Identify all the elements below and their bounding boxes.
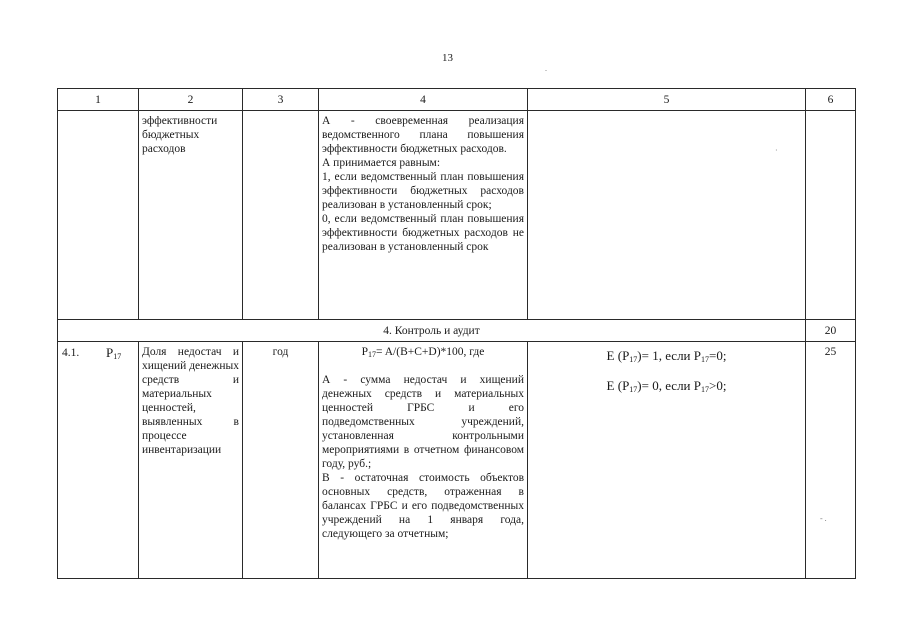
header-cell: 2: [139, 89, 243, 111]
cond-text: )= 0, если P: [637, 378, 701, 393]
indicator-code-letter: P: [106, 345, 114, 360]
row1-weight-cell: [806, 111, 856, 320]
page-number: 13: [442, 52, 453, 64]
row1-name-cell: [139, 111, 243, 320]
header-cell: 1: [58, 89, 139, 111]
cond-text: )= 1, если P: [637, 348, 701, 363]
formula-rhs: = A/(B+C+D)*100, где: [376, 346, 485, 358]
cond-sub: 17: [701, 355, 709, 364]
evaluation-condition-1: [531, 348, 802, 364]
description-line: В - остаточная стоимость объектов основных средств, отраженная в балансах ГРБС и его подведомственных учреждений на 1 января года, следующего за отчетным;: [322, 472, 524, 540]
description-line: А принимается равным:: [322, 157, 441, 169]
cond-text: E (P: [606, 348, 630, 363]
header-cell: 3: [243, 89, 319, 111]
name-line: бюджетных: [142, 129, 200, 141]
description-line: 0, если ведомственный план повышения эффективности бюджетных расходов не реализован в установленный срок: [322, 213, 524, 253]
name-line: расходов: [142, 143, 186, 155]
row2-description-cell: [319, 342, 528, 579]
row1-evaluation-cell: [528, 111, 806, 320]
row1-unit-cell: [243, 111, 319, 320]
formula: [322, 345, 524, 359]
name-line: эффективности: [142, 115, 218, 127]
description-line: 1, если ведомственный план повышения эффективности бюджетных расходов реализован в установленный срок;: [322, 171, 524, 211]
header-cell: 6: [806, 89, 856, 111]
indicators-table: [57, 88, 856, 579]
section-title: 4. Контроль и аудит: [58, 320, 806, 342]
evaluation-condition-2: [531, 378, 802, 394]
cond-text: E (P: [606, 378, 630, 393]
scan-speck: ·: [775, 146, 778, 155]
cond-text: =0;: [709, 348, 727, 363]
cond-sub: 17: [701, 385, 709, 394]
indicator-code: [106, 346, 121, 360]
formula-sub: 17: [368, 350, 377, 359]
cond-sub: 17: [629, 355, 638, 364]
section-row: [58, 320, 856, 342]
table-row: [58, 111, 856, 320]
description-line: А - своевременная реализация ведомственного плана повышения эффективности бюджетных расходов.: [322, 115, 524, 155]
description-line: А - сумма недостач и хищений денежных средств и материальных ценностей ГРБС и его подведомственных учреждений, установленная контрольными мероприятиями в отчетном финансовом году, руб.;: [322, 374, 524, 470]
scan-speck: .: [545, 64, 547, 73]
indicator-number: 4.1.: [62, 347, 80, 359]
header-cell: 5: [528, 89, 806, 111]
row1-number-cell: [58, 111, 139, 320]
cond-sub: 17: [629, 385, 638, 394]
indicator-unit: год: [243, 342, 319, 579]
row2-number-cell: [58, 342, 139, 579]
section-weight: 20: [806, 320, 856, 342]
header-cell: 4: [319, 89, 528, 111]
formula-letter: P: [361, 346, 369, 358]
row1-description-cell: [319, 111, 528, 320]
indicator-name: Доля недостач и хищений денежных средств и материальных ценностей, выявленных в процессе инвентаризации: [139, 342, 243, 579]
cond-text: >0;: [709, 378, 727, 393]
indicator-code-sub: 17: [113, 352, 122, 361]
indicator-weight: 25: [806, 342, 856, 579]
row2-evaluation-cell: [528, 342, 806, 579]
scan-speck: - .: [820, 514, 827, 523]
header-row: [58, 89, 856, 111]
table-row: [58, 342, 856, 579]
